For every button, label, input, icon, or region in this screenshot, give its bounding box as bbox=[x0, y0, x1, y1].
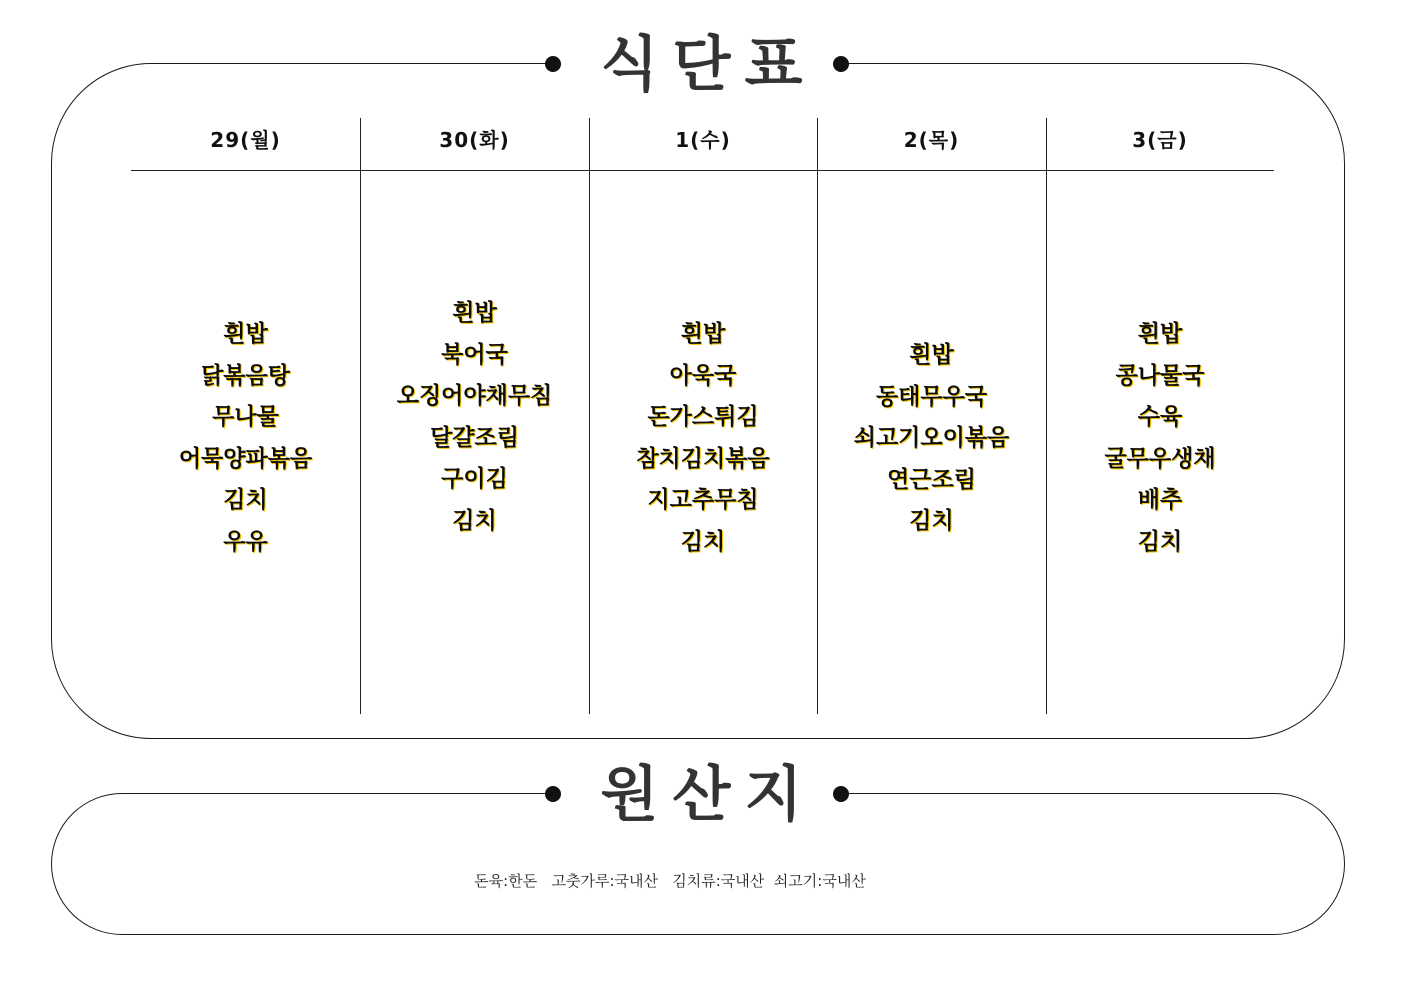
menu-item: 달걀조림 bbox=[430, 424, 519, 451]
menu-item: 김치 bbox=[1137, 528, 1183, 555]
day-column-fri bbox=[1046, 118, 1274, 714]
menu-item: 김치 bbox=[223, 487, 268, 514]
day-column-mon bbox=[131, 118, 360, 714]
menu-item: 참치김치볶음 bbox=[636, 445, 770, 472]
menu-item: 김치 bbox=[452, 507, 497, 534]
menu-item: 닭볶음탕 bbox=[201, 362, 290, 389]
menu-list bbox=[817, 335, 1046, 543]
menu-item: 흰밥 bbox=[452, 300, 497, 326]
menu-item: 흰밥 bbox=[1137, 321, 1183, 347]
day-column-thu bbox=[817, 118, 1046, 714]
day-header: 1(수) bbox=[675, 128, 731, 152]
day-header: 2(목) bbox=[903, 128, 960, 152]
title-dot-left bbox=[545, 56, 561, 72]
menu-item: 어묵양파볶음 bbox=[178, 445, 313, 472]
day-header: 30(화) bbox=[439, 128, 510, 152]
menu-item: 수육 bbox=[1137, 404, 1183, 431]
menu-list bbox=[1046, 314, 1274, 564]
menu-list bbox=[360, 293, 589, 543]
menu-title-block bbox=[0, 30, 1403, 100]
day-column-tue bbox=[360, 118, 589, 714]
menu-item: 흰밥 bbox=[223, 321, 268, 347]
title-dot-right bbox=[833, 56, 849, 72]
menu-item: 동태무우국 bbox=[875, 383, 988, 410]
menu-item: 흰밥 bbox=[909, 342, 954, 368]
menu-title: 식단표 bbox=[600, 30, 817, 100]
menu-item: 아욱국 bbox=[669, 362, 737, 389]
title-dot-left bbox=[545, 786, 561, 802]
menu-item: 배추 bbox=[1137, 487, 1183, 514]
menu-item: 돈가스튀김 bbox=[647, 404, 759, 431]
title-dot-right bbox=[833, 786, 849, 802]
menu-item: 연근조림 bbox=[887, 466, 976, 493]
origin-info: 돈육:한돈 고춧가루:국내산 김치류:국내산 쇠고기:국내산 bbox=[474, 872, 866, 890]
day-header: 3(금) bbox=[1132, 128, 1188, 152]
menu-item: 무나물 bbox=[212, 404, 279, 431]
origin-title-block bbox=[0, 760, 1403, 830]
menu-item: 우유 bbox=[223, 528, 268, 555]
menu-table bbox=[131, 118, 1274, 714]
menu-item: 북어국 bbox=[441, 341, 508, 368]
day-column-wed bbox=[589, 118, 817, 714]
menu-item: 구이김 bbox=[441, 466, 508, 493]
menu-item: 굴무우생채 bbox=[1104, 445, 1216, 472]
origin-title: 원산지 bbox=[600, 760, 817, 830]
menu-list bbox=[131, 314, 360, 564]
menu-item: 쇠고기오이볶음 bbox=[853, 425, 1010, 452]
day-header: 29(월) bbox=[210, 128, 281, 152]
menu-item: 오징어야채무침 bbox=[396, 383, 553, 410]
menu-list bbox=[589, 314, 817, 564]
menu-item: 김치 bbox=[680, 528, 726, 555]
menu-item: 콩나물국 bbox=[1115, 362, 1205, 389]
menu-item: 김치 bbox=[909, 508, 954, 535]
menu-item: 흰밥 bbox=[680, 321, 726, 347]
menu-item: 지고추무침 bbox=[647, 487, 759, 514]
